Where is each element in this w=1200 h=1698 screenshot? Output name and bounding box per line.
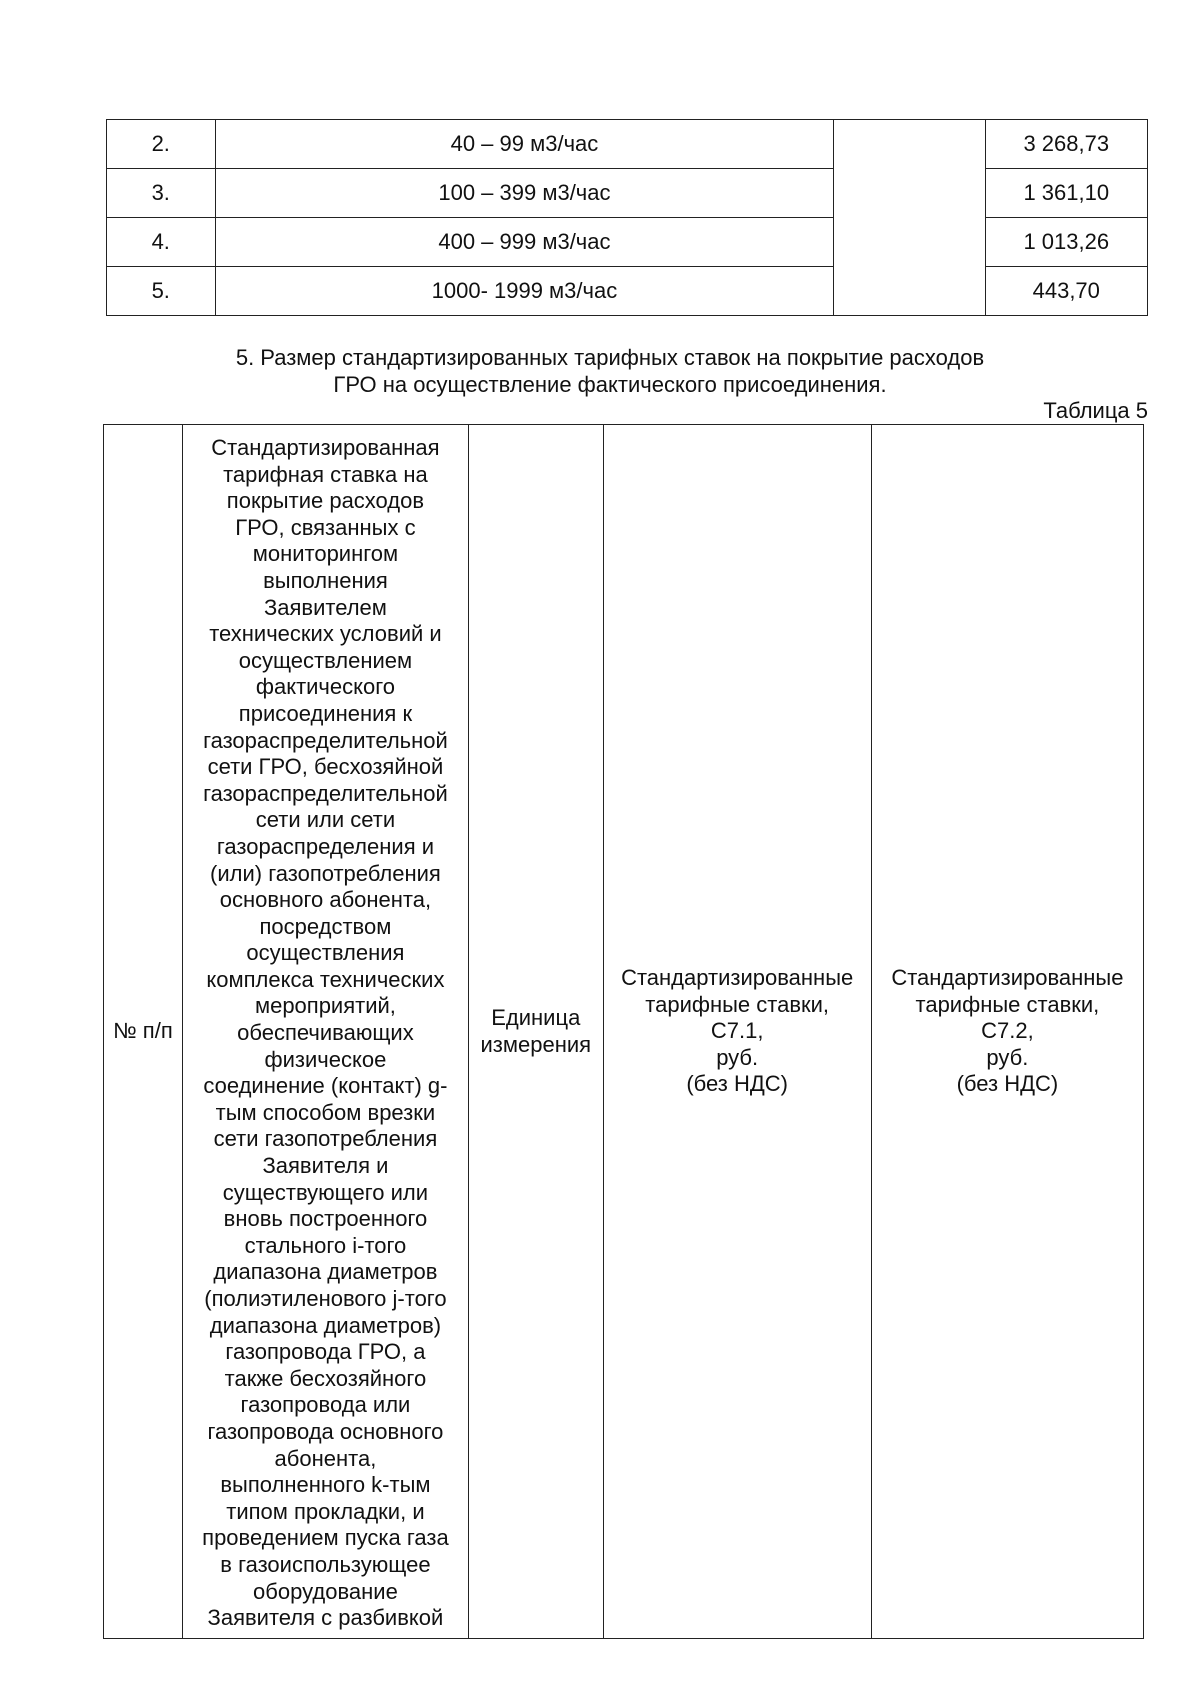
header-description bbox=[182, 425, 468, 1639]
rates-table-continued bbox=[106, 119, 1148, 316]
table-row bbox=[107, 267, 1148, 316]
flow-range: 400 – 999 м3/час bbox=[215, 218, 834, 267]
row-number: 2. bbox=[107, 120, 216, 169]
flow-range: 1000- 1999 м3/час bbox=[215, 267, 834, 316]
table-row bbox=[107, 120, 1148, 169]
header-c72 bbox=[871, 425, 1143, 1639]
table-caption: Таблица 5 bbox=[1043, 398, 1148, 423]
row-number: 5. bbox=[107, 267, 216, 316]
header-number: № п/п bbox=[104, 425, 183, 1639]
flow-range: 100 – 399 м3/час bbox=[215, 169, 834, 218]
header-unit-text: Единица измерения bbox=[480, 1004, 592, 1057]
table-row bbox=[107, 169, 1148, 218]
rate-value: 1 013,26 bbox=[985, 218, 1147, 267]
header-c72-text: Стандартизированные тарифные ставки, C7.2, руб. (без НДС) bbox=[891, 965, 1124, 1097]
header-c71-text: Стандартизированные тарифные ставки, C7.1, руб. (без НДС) bbox=[621, 965, 854, 1097]
table-row bbox=[107, 218, 1148, 267]
section-heading-line: ГРО на осуществление фактического присоединения. bbox=[333, 372, 887, 397]
rate-value: 1 361,10 bbox=[985, 169, 1147, 218]
rate-value: 3 268,73 bbox=[985, 120, 1147, 169]
section-heading-line: 5. Размер стандартизированных тарифных ставок на покрытие расходов bbox=[235, 345, 985, 370]
row-number: 3. bbox=[107, 169, 216, 218]
rate-value: 443,70 bbox=[985, 267, 1147, 316]
section-heading bbox=[180, 344, 1040, 398]
standardized-rates-table bbox=[103, 424, 1144, 1639]
row-number: 4. bbox=[107, 218, 216, 267]
table-header-row bbox=[104, 425, 1144, 1639]
flow-range: 40 – 99 м3/час bbox=[215, 120, 834, 169]
header-c71 bbox=[603, 425, 871, 1639]
header-description-text: Стандартизированная тарифная ставка на покрытие расходов ГРО, связанных с мониторингом выполнения Заявителем технических условий и осуществлением фактического присоединения к газораспределительной сети ГРО, бесхозяйной газораспределительной сети или сети газораспределения и (или) газопотребления основного абонента, посредством осуществления комплекса технических мероприятий, обеспечивающих физическое соединение (контакт) g- тым способом врезки сети газопотребления Заявителя и существующего или вновь построенного стального i-того диапазона диаметров (полиэтиленового j-того диапазона диаметров) газопровода ГРО, а также бесхозяйного газопровода или газопровода основного абонента, выполненного k-тым типом прокладки, и проведением пуска газа в газоиспользующее оборудование Заявителя с разбивкой bbox=[202, 435, 449, 1631]
merged-empty-cell bbox=[834, 120, 985, 316]
header-unit bbox=[469, 425, 604, 1639]
